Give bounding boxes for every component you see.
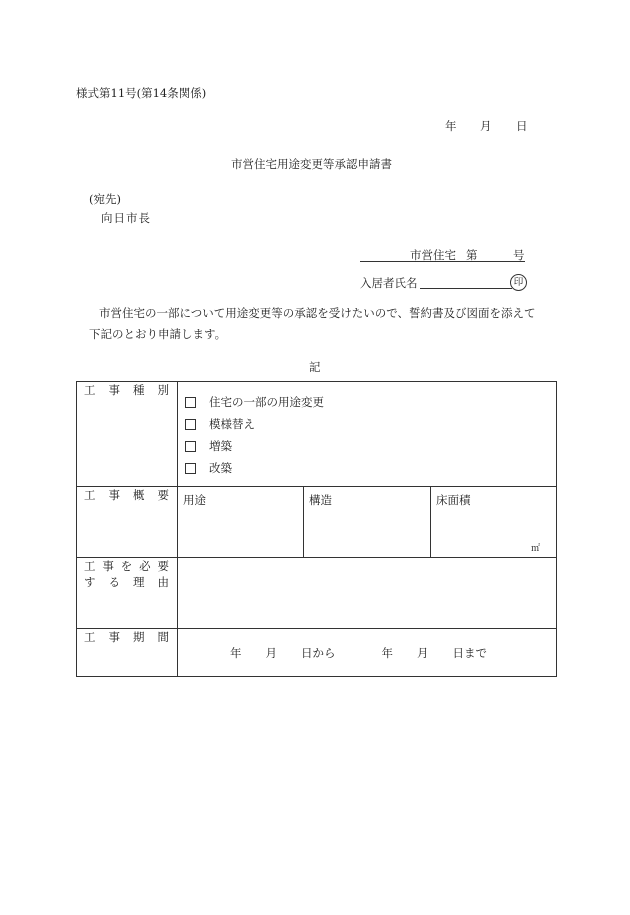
number-prefix: 第 [466, 248, 478, 262]
date-month: 月 [480, 119, 492, 133]
form-number: 様式第11号(第14条関係) [76, 86, 207, 100]
use-cell[interactable] [178, 487, 304, 558]
work-type-label: 工 事 種 別 [77, 382, 178, 487]
body-text-line2: 下記のとおり申請します。 [89, 327, 227, 341]
period-field[interactable] [178, 629, 557, 677]
option-remodel[interactable]: 模様替え [185, 413, 556, 435]
period-end-month: 月 [417, 645, 429, 660]
applicant-name-label: 入居者氏名 [360, 276, 418, 290]
reason-row [77, 558, 557, 629]
seal-mark: 印 [510, 274, 527, 291]
checkbox-use-change[interactable] [185, 397, 196, 408]
option-use-change[interactable]: 住宅の一部の用途変更 [185, 391, 556, 413]
body-text-line1: 市営住宅の一部について用途変更等の承認を受けたいので、誓約書及び図面を添えて [99, 306, 536, 320]
option-reconstruction[interactable]: 改築 [185, 457, 556, 479]
application-table [76, 381, 557, 677]
work-outline-row [77, 487, 557, 558]
period-start-month: 月 [265, 645, 277, 660]
option-extension[interactable]: 増築 [185, 435, 556, 457]
document-title: 市営住宅用途変更等承認申請書 [231, 157, 392, 171]
number-suffix: 号 [513, 248, 525, 262]
period-start-year: 年 [230, 645, 242, 660]
applicant-name-underline [420, 288, 512, 289]
work-type-row [77, 382, 557, 487]
period-end-day: 日まで [452, 645, 487, 660]
checkbox-remodel[interactable] [185, 419, 196, 430]
checkbox-reconstruction[interactable] [185, 463, 196, 474]
work-outline-label: 工 事 概 要 [77, 487, 178, 558]
period-end-year: 年 [381, 645, 393, 660]
square-meter-unit: ㎡ [530, 544, 540, 554]
addressee-name: 向日市長 [101, 211, 151, 225]
floor-area-label: 床面積 [436, 493, 471, 507]
date-day: 日 [516, 119, 528, 133]
reason-field[interactable] [178, 558, 557, 629]
structure-cell[interactable] [304, 487, 431, 558]
use-label: 用途 [183, 493, 206, 507]
structure-label: 構造 [309, 493, 332, 507]
checkbox-extension[interactable] [185, 441, 196, 452]
date-year: 年 [445, 119, 457, 133]
addressee-prefix: (宛先) [89, 192, 121, 206]
reason-label: 工 事 を 必 要 す る 理 由 [77, 558, 178, 629]
housing-label: 市営住宅 [410, 248, 456, 262]
floor-area-cell[interactable] [431, 487, 557, 558]
period-row [77, 629, 557, 677]
period-start-day: 日から [301, 645, 336, 660]
period-label: 工 事 期 間 [77, 629, 178, 677]
work-type-options [178, 382, 557, 487]
ki-heading: 記 [309, 360, 321, 374]
